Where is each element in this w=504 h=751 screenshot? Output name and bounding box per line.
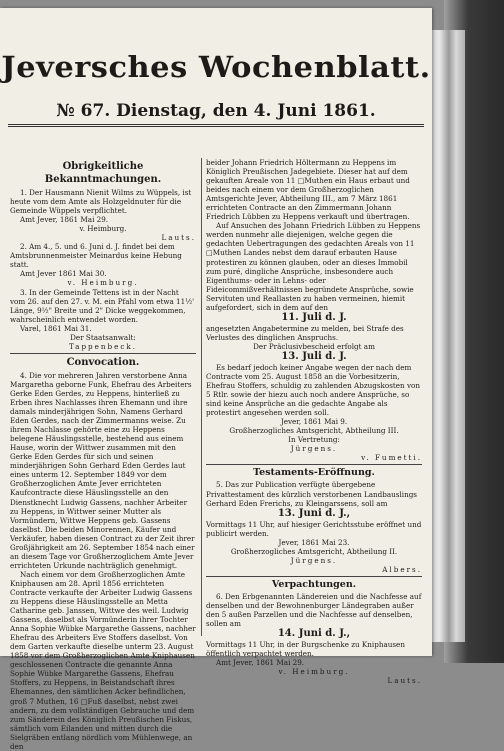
book-page-edges [428,30,465,642]
convocation-paragraph-2: Nach einem vor dem Großherzoglichen Amte Kniphausen am 28. April 1856 errichteten Contracte verkaufte der Arbeiter Ludwig Gassens zu Heppens diese Häuslingsstelle an Metta Catharine geb. Janssen, Wittwe des weil. Ludwig Gassens, daselbst als Vormünderin ihrer Tochter Anna Sophie Wübke Margarethe Gassens, nachher Ehefrau des Arbeiters Eve Stoffers daselbst. Von dem Garten verkaufte dieselbe unterm 23. August 1858 vor dem Großherzoglichen Amte Kniphausen geschlossenen Contracte die genannte Anna Sophie Wübke Margarethe Gassens, Ehefrau Stoffers, zu Heppens, in Beistandschaft ihres Ehemannes, den sämtlichen Acker befindlichen, groß 7 Muthen, 16 □Fuß daselbst, nebst zwei andern, zu dem vollständigen Gebrauche und dem zum Sänderein des Königlich Preußischen Fiskus, sämtlich vom Eilanden und mitten durch die Sielgräben entlang nördlich vom Mühlenwege, an den [10,569,196,751]
notice-3: 3. In der Gemeinde Tettens ist in der Nacht vom 26. auf den 27. v. M. ein Pfahl vom etwa 11½' Länge, 9½" Breite und 2" Dicke weggekommen, wahrscheinlich entwendet worden. [10,287,195,324]
convocation-paragraph-1: 4. Die vor mehreren Jahren verstorbene Anna Margaretha geborne Funk, Ehefrau des Arbeiters Gerke Eden Gerdes, zu Heppens, hinterließ zu Erben ihres Nachlasses ihren Ehemann und ihre damals minderjährigen Sohn, Namens Gerhard Eden Gerdes, nach der Zimmermanns weise. Zu ihrem Nachlasse gehörte eine zu Heppens belegene Häuslingsstelle, bestehend aus einem Hause, worin der Wittwer zusammen mit den Gerke Eden Gerdes für sich und seinen minderjährigen Sohn Gerhard Eden Gerdes laut eines unterm 12. September 1849 vor dem Großherzoglichen Amte Jever errichteten Kaufcontracte diese Häuslingsstelle an den Dienstknecht Ludwig Gassens, nachher Arbeiter zu Heppens, in Wittwer seiner Mutter als Vormündern, Wittwe Heppens geb. Gassens daselbst. Die beiden Minorennen, Käufer und Verkäufer, haben diesen Contract zu der Zeit ihrer Großjährigkeit am 26. September 1854 nach einer an diesem Tage vor Großherzoglichem Amte Jever errichteten Urkunde nachträglich genehmigt. [10,370,195,570]
masthead-rule [8,124,424,125]
continuation-paragraph-3: angesetzten Angabetermine zu melden, bei Strafe des Verlustes des dinglichen Anspruchs. [206,323,404,342]
heading-convocation: Convocation. [66,356,140,368]
testament-paragraph-2: Vormittags 11 Uhr, auf hiesiger Gerichtsstube eröffnet und publicirt werden. [206,519,422,538]
right-column [206,158,422,685]
notice-3-name: Tappenbeck. [68,341,138,351]
testament-court: Großherzogliches Amtsgericht, Abtheilung II. [230,546,398,556]
notice-3-office: Der Staatsanwalt: [70,332,136,342]
court-signature-2: v. Fumetti. [361,453,422,463]
newspaper-page [0,8,432,751]
testament-paragraph: 5. Das zur Publication verfügte übergebene Privattestament des kürzlich verstorbenen Landbauslings Gerhard Eden Frerichs, zu Kleingarssens, soll am [206,480,417,508]
notice-2-date: Amt Jever 1861 Mai 30. [20,269,107,279]
testament-signature: Jürgens. [290,555,338,565]
court-name: Großherzogliches Amtsgericht, Abtheilung III. [229,426,399,436]
continuation-paragraph-5: Es bedarf jedoch keiner Angabe wegen der nach dem Contracte vom 25. August 1858 an die Vorbesitzerin, Ehefrau Stoffers, schuldig zu zahlenden Abzugskosten von 5 Rtlr. sowie der hiezu auch noch andere Ansprüche, so sind keine Ansprüche an die gedachte Angabe als protestirt angesehen werden soll. [206,362,420,418]
continuation-paragraph-4: Der Präclusivbescheid erfolgt am [253,341,375,351]
lease-place-date: Amt Jever, 1861 Mai 29. [216,658,305,668]
heading-testament: Testaments-Eröffnung. [253,467,375,479]
notice-1-signature: v. Heimburg. [79,224,127,234]
notice-3-date: Varel, 1861 Mai 31. [20,323,92,333]
testament-date: 13. Juni d. J., [277,507,351,519]
court-representation: In Vertretung: [288,435,340,445]
lease-date: 14. Juni d. J., [277,628,351,640]
heading-official-notices: Obrigkeitliche Bekanntmachungen. [44,161,162,185]
lease-paragraph: 6. Den Erbgenannten Ländereien und die Nachfesse auf denselben und der Bewohnenburger Ländegraben außer den 5 außen Parzellen und die Nachfesse auf denselben, sollen am [206,591,422,629]
notice-2-signature: v. Heimburg. [67,278,139,288]
lease-signature: v. Heimburg. [278,667,350,677]
section-rule [10,353,196,354]
section-rule [206,464,422,465]
testament-signature-2: Albers. [382,564,422,574]
continuation-paragraph-1: beider Johann Friedrich Höltermann zu Heppens im Königlich Preußischen Jadegebiete. Dieser hat auf dem gekauften Areale von 11 □Muthen ein Haus erbaut und beides nach einem vor dem Großherzoglichen Amtsgerichte Jever, Abtheilung III., am 7 März 1861 errichteten Contracte an den Zimmermann Johann Friedrich Lübben zu Heppens verkauft und übertragen. [206,158,410,222]
issue-line: № 67. Dienstag, den 4. Juni 1861. [56,101,376,121]
court-signature: Jürgens. [290,444,338,454]
notice-1: 1. Der Hausmann Nienit Wilms zu Wüppels, ist heute vom dem Amte als Holzgeldnuter für die Gemeinde Wüppels verpflichtet. [10,188,192,216]
continuation-paragraph-2: Auf Ansuchen des Johann Friedrich Lübben zu Heppens werden nunmehr alle diejenigen, welche gegen die gedachten Uebertragungen des gedachten Areals von 11 □Muthen Landes nebst dem darauf erbauten Hause protestiren zu können glauben, oder an dieses Immobil zum puré, dingliche Ansprüche, insbesondere auch Eigenthums- oder in Lehns- oder Fideicommißverhältnissen begründete Ansprüche, sowie Servituten und Reallasten zu haben vermeinen, hiemit aufgefordert, sich in dem auf den [206,221,421,312]
masthead-rule-2 [8,126,424,127]
heading-leases: Verpachtungen. [271,578,357,590]
lease-paragraph-2: Vormittags 11 Uhr, in der Burgschenke zu Kniphausen öffentlich verpachtet werden. [206,640,405,659]
notice-2: 2. Am 4., 5. und 6. Juni d. J. findet bei dem Amtsbrunnenmeister Meinardus keine Hebung statt. [10,242,182,270]
date-july-13: 13. Juli d. J. [281,350,347,362]
testament-place-date: Jever, 1861 Mai 23. [278,537,350,547]
masthead-title: Jeversches Wochenblatt. [1,50,431,84]
date-july-11: 11. Juli d. J. [281,311,347,323]
lease-signature-2: Lauts. [387,676,422,686]
section-rule [206,576,422,577]
notice-1-signature-2: Lauts. [161,233,196,243]
column-divider [201,158,202,636]
left-column [10,158,196,751]
notice-1-date: Amt Jever, 1861 Mai 29. [20,215,109,225]
continuation-date: Jever, 1861 Mai 9. [280,417,348,427]
